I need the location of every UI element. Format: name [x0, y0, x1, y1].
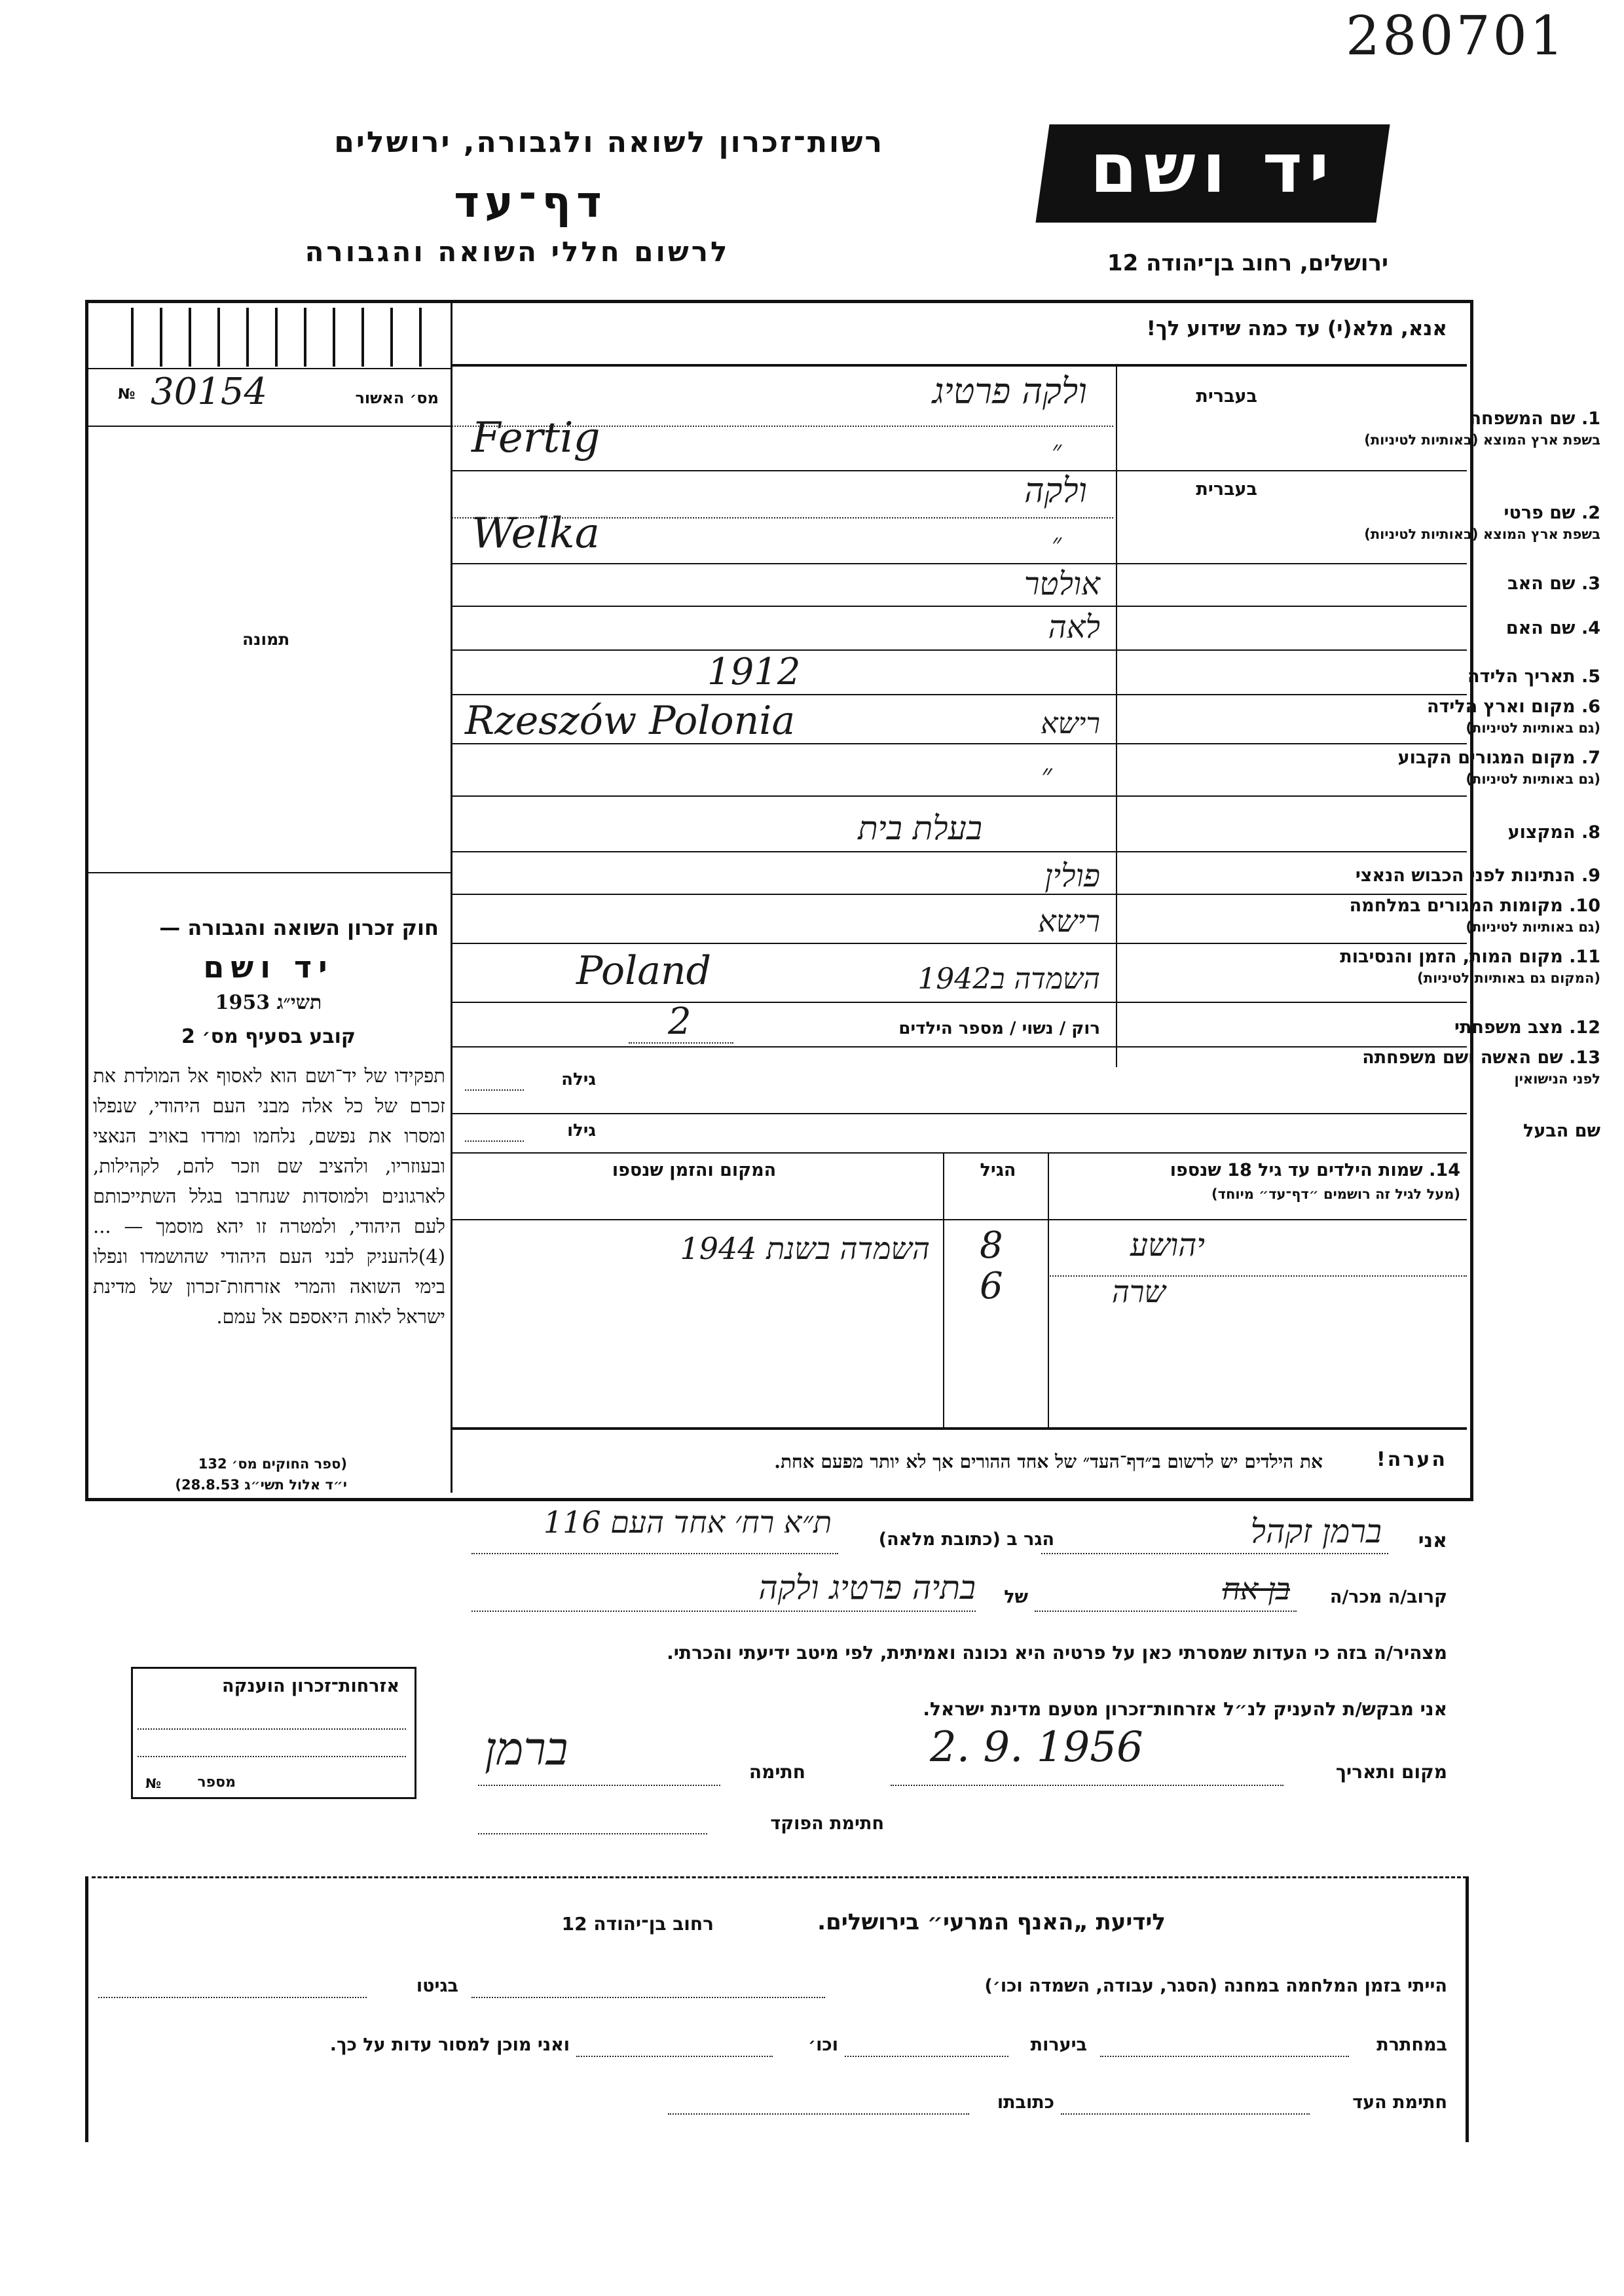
in-hebrew-label: בעברית	[1196, 386, 1257, 407]
birthplace-latin-value: Rzeszów Polonia	[465, 698, 796, 744]
footer-ghetto-line	[98, 1997, 367, 1998]
footer-witness-signature-line	[1061, 2113, 1310, 2115]
declaration-request: אני מבקש/ת להעניק לנ״ל אזרחות־זכרון מטעם מדינת ישראל.	[923, 1698, 1447, 1720]
law-box-clause: קובע בסעיף מס׳ 2	[181, 1025, 356, 1048]
children-place-header: המקום והזמן שנספו	[612, 1160, 777, 1180]
authority-name: רשות־זכרון לשואה ולגבורה, ירושלים	[334, 126, 884, 159]
in-hebrew-label: בעברית	[1196, 479, 1257, 500]
place-date-value: 2. 9. 1956	[930, 1723, 1143, 1772]
wife-age-line	[465, 1089, 524, 1091]
declarant-address-line	[471, 1553, 838, 1554]
field-1-label: 1. שם המשפחה בשפת ארץ המוצא (באותיות לטיניות)	[1364, 409, 1600, 448]
field-5-label: 5. תאריך הלידה	[1467, 666, 1600, 687]
row-divider	[452, 606, 1467, 607]
husband-age-label: גילו	[567, 1121, 596, 1140]
death-place-hebrew-value: השמדה ב1942	[917, 962, 1100, 996]
firstname-ditto: ״	[1052, 528, 1062, 558]
of-value-line	[471, 1611, 976, 1612]
approval-no-sign: №	[118, 386, 136, 403]
logo-text: יד ושם	[1090, 128, 1336, 208]
place-date-label: מקום ותאריך	[1335, 1761, 1447, 1783]
row-divider	[452, 649, 1467, 651]
photo-label: תמונה	[242, 630, 290, 649]
surname-hebrew-value: ולקה פרטיג	[932, 371, 1087, 412]
wife-age-label: גילה	[561, 1070, 596, 1089]
of-label: של	[1004, 1587, 1028, 1607]
field-4-label: 4. שם האם	[1505, 618, 1600, 638]
left-column-divider	[451, 301, 452, 1493]
field-11-label: 11. מקום המות, הזמן והנסיבות (המקום גם באותיות לטיניות)	[1340, 947, 1600, 986]
children-header-note: (מעל לגיל זה רושמים ״דף־עד״ מיוחד)	[1211, 1186, 1460, 1202]
row-divider	[452, 851, 1467, 852]
footer-divider	[92, 1876, 1467, 1878]
citizenship-line	[138, 1756, 406, 1757]
label-column-divider	[1116, 367, 1117, 1067]
citizenship-line	[138, 1728, 406, 1730]
child-1-age: 8	[980, 1224, 1003, 1267]
instructions-divider	[452, 364, 1467, 367]
field-7-label: 7. מקום המגורים הקבוע (גם באותיות לטיניות)	[1397, 748, 1600, 787]
firstname-latin-value: Welka	[471, 509, 600, 558]
citizenship-number-label: מספר	[197, 1774, 236, 1791]
mother-name-value: לאה	[1048, 609, 1100, 646]
footer-address-line	[668, 2113, 969, 2115]
field-3-label: 3. שם האב	[1507, 574, 1600, 594]
field-6-label: 6. מקום וארץ הלידה (גם באותיות לטיניות)	[1426, 697, 1600, 736]
child-2-age: 6	[980, 1265, 1003, 1307]
children-col-divider	[1048, 1154, 1049, 1427]
signature-value: ברמן	[485, 1722, 568, 1776]
footer-camp-line	[471, 1997, 825, 1998]
law-box-title: חוק זכרון השואה והגבורה —	[159, 915, 439, 940]
footer-witness-signature-label: חתימת העד	[1352, 2092, 1447, 2113]
law-box-logo: יד ושם	[203, 949, 334, 985]
law-box-source: (ספר החוקים מס׳ 132	[198, 1456, 347, 1472]
nationality-value: פולין	[1044, 858, 1100, 894]
footer-etc-line	[576, 2056, 773, 2057]
child-1-place: השמדה בשנת 1944	[680, 1231, 930, 1266]
declarant-name: ברמן זקהל	[1250, 1512, 1382, 1550]
approval-divider	[88, 426, 452, 427]
row-divider	[452, 795, 1467, 797]
signature-line	[478, 1785, 720, 1786]
citizenship-box-title: אזרחות־זכרון הוענקה	[222, 1676, 399, 1696]
resident-label: הגר ב (כתובת מלאה)	[878, 1529, 1054, 1550]
citizenship-no-sign: №	[145, 1776, 162, 1791]
approval-number: 30154	[151, 371, 268, 413]
of-value: בתיה פרטיג ולקה	[758, 1569, 976, 1607]
father-name-value: אולטר	[1024, 566, 1100, 602]
approval-label: מס׳ האשור	[355, 389, 439, 407]
surname-ditto: ״	[1052, 435, 1062, 465]
law-box-text: תפקידו של יד־ושם הוא לאסוף אל המולדת את זכרם של כל אלה מבני העם היהודי, שנפלו ומסרו את נפשם, נלחמו ומרדו באויב הנאצי ובעוזריו, ולהציב שם וזכר להם, לקהילות, לארגונים ולמוסדות שנחרבו בגלל השתייכותם לעם היהודי, ולמטרה זו יהא מוסמך — ...(4)להעניק לבני העם היהודי שהושמדו ונפלו בימי השואה והמרי אזרחות־זכרון של מדינת ישראל לאות היאספם אל עמם.	[93, 1065, 445, 1328]
husband-name-label: שם הבעל	[1522, 1121, 1600, 1141]
row-divider	[452, 1002, 1467, 1003]
footer-address: רחוב בן־יהודה 12	[561, 1913, 714, 1935]
declaration-statement: מצהיר/ה בזה כי העדות שמסרתי כאן על פרטיה היא נכונה ואמיתית, לפי מיטב ידיעתי והכרתי.	[667, 1642, 1447, 1664]
field-2-label: 2. שם פרטי בשפת ארץ המוצא (באותיות לטיניות)	[1364, 503, 1600, 542]
birthplace-hebrew-value: רישא	[1041, 707, 1100, 740]
field-13-label: 13. שם האשה ושם משפחתה לפני הנישואין	[1362, 1048, 1600, 1087]
tick-baseline	[88, 368, 452, 369]
field-9-label: 9. הנתינות לפני הכבוש הנאצי	[1355, 866, 1600, 886]
law-box-date: י״ד אלול תשי״ג 28.8.53)	[175, 1477, 347, 1493]
row-divider	[452, 1113, 1467, 1114]
place-date-line	[891, 1785, 1283, 1786]
wartime-residence-value: רישא	[1038, 903, 1100, 939]
row-divider	[452, 1152, 1467, 1154]
instructions: אנא, מלא(י) עד כמה שידוע לך!	[1146, 317, 1447, 340]
husband-age-line	[465, 1140, 524, 1142]
remark-label: הערה!	[1376, 1448, 1447, 1471]
children-col-divider	[943, 1154, 944, 1427]
relation-value: בן אח	[1222, 1571, 1290, 1607]
footer-underground-line	[1100, 2056, 1349, 2057]
law-box-top	[88, 872, 452, 873]
children-count-line	[629, 1042, 733, 1044]
footer-camp-label: הייתי בזמן המלחמה במחנה (הסגר, עבודה, השמדה וכו׳)	[984, 1976, 1447, 1996]
officer-signature-label: חתימת הפוקד	[770, 1813, 884, 1834]
child-1-name: יהושע	[1130, 1227, 1205, 1264]
profession-value: בעלת בית	[858, 809, 982, 847]
tick-marks	[105, 308, 445, 367]
field-12-label: 12. מצב משפחתי	[1454, 1017, 1600, 1038]
firstname-hebrew-value: ולקה	[1024, 471, 1087, 511]
row-divider	[452, 943, 1467, 944]
row-divider	[452, 563, 1467, 564]
children-header: 14. שמות הילדים עד גיל 18 שנספו	[1170, 1160, 1460, 1180]
footer-testify-label: ואני מוכן למסור עדות על כך.	[329, 2035, 570, 2055]
field-8-label: 8. המקצוע	[1507, 822, 1600, 843]
field-10-label: 10. מקומות המגורים במלחמה (גם באותיות לטיניות)	[1349, 896, 1600, 935]
child-2-name: שרה	[1111, 1274, 1166, 1309]
archive-number: 280701	[1346, 5, 1567, 67]
residence-value: ״	[1041, 758, 1052, 792]
surname-latin-value: Fertig	[471, 414, 600, 462]
death-place-latin-value: Poland	[576, 948, 712, 994]
form-subtitle: לרשום חללי השואה והגבורה	[304, 236, 730, 268]
footer-etc-label: וכו׳	[808, 2035, 838, 2055]
signature-label: חתימה	[748, 1761, 805, 1783]
footer-title: לידיעת „האנף המרעי״ בירושלים.	[817, 1909, 1166, 1935]
footer-frame-left	[85, 1876, 88, 2142]
declarant-address: ת״א רח׳ אחד העם 116	[543, 1504, 832, 1540]
footer-forests-line	[845, 2056, 1008, 2057]
header-address: ירושלים, רחוב בן־יהודה 12	[1107, 250, 1388, 276]
declaration-i-label: אני	[1418, 1529, 1447, 1552]
footer-underground-label: במחתרת	[1376, 2035, 1447, 2055]
footer-frame-right	[1466, 1876, 1469, 2142]
footer-ghetto-label: בגיטו	[416, 1976, 458, 1996]
row-divider	[452, 1219, 1467, 1220]
children-count-value: 2	[668, 1000, 692, 1043]
row-divider	[452, 1427, 1467, 1430]
marital-status-options: רוק / נשוי / מספר הילדים	[898, 1019, 1100, 1038]
birth-date-value: 1912	[707, 651, 801, 693]
footer-forests-label: ביערות	[1030, 2035, 1087, 2055]
children-age-header: הגיל	[980, 1160, 1016, 1180]
row-divider	[452, 694, 1467, 695]
footer-address-label: כתובתו	[997, 2092, 1054, 2113]
officer-signature-line	[478, 1833, 707, 1834]
declarant-name-line	[1041, 1553, 1388, 1554]
relation-label: קרוב/ה מכר/ה	[1329, 1587, 1447, 1607]
relation-line	[1035, 1611, 1297, 1612]
form-title: דף־עד	[454, 177, 607, 227]
law-box-year: תשי״ג 1953	[215, 991, 322, 1014]
remark-text: את הילדים יש לרשום ב״דף־העד״ של אחד ההורים אך לא יותר מפעם אחת.	[774, 1451, 1323, 1472]
